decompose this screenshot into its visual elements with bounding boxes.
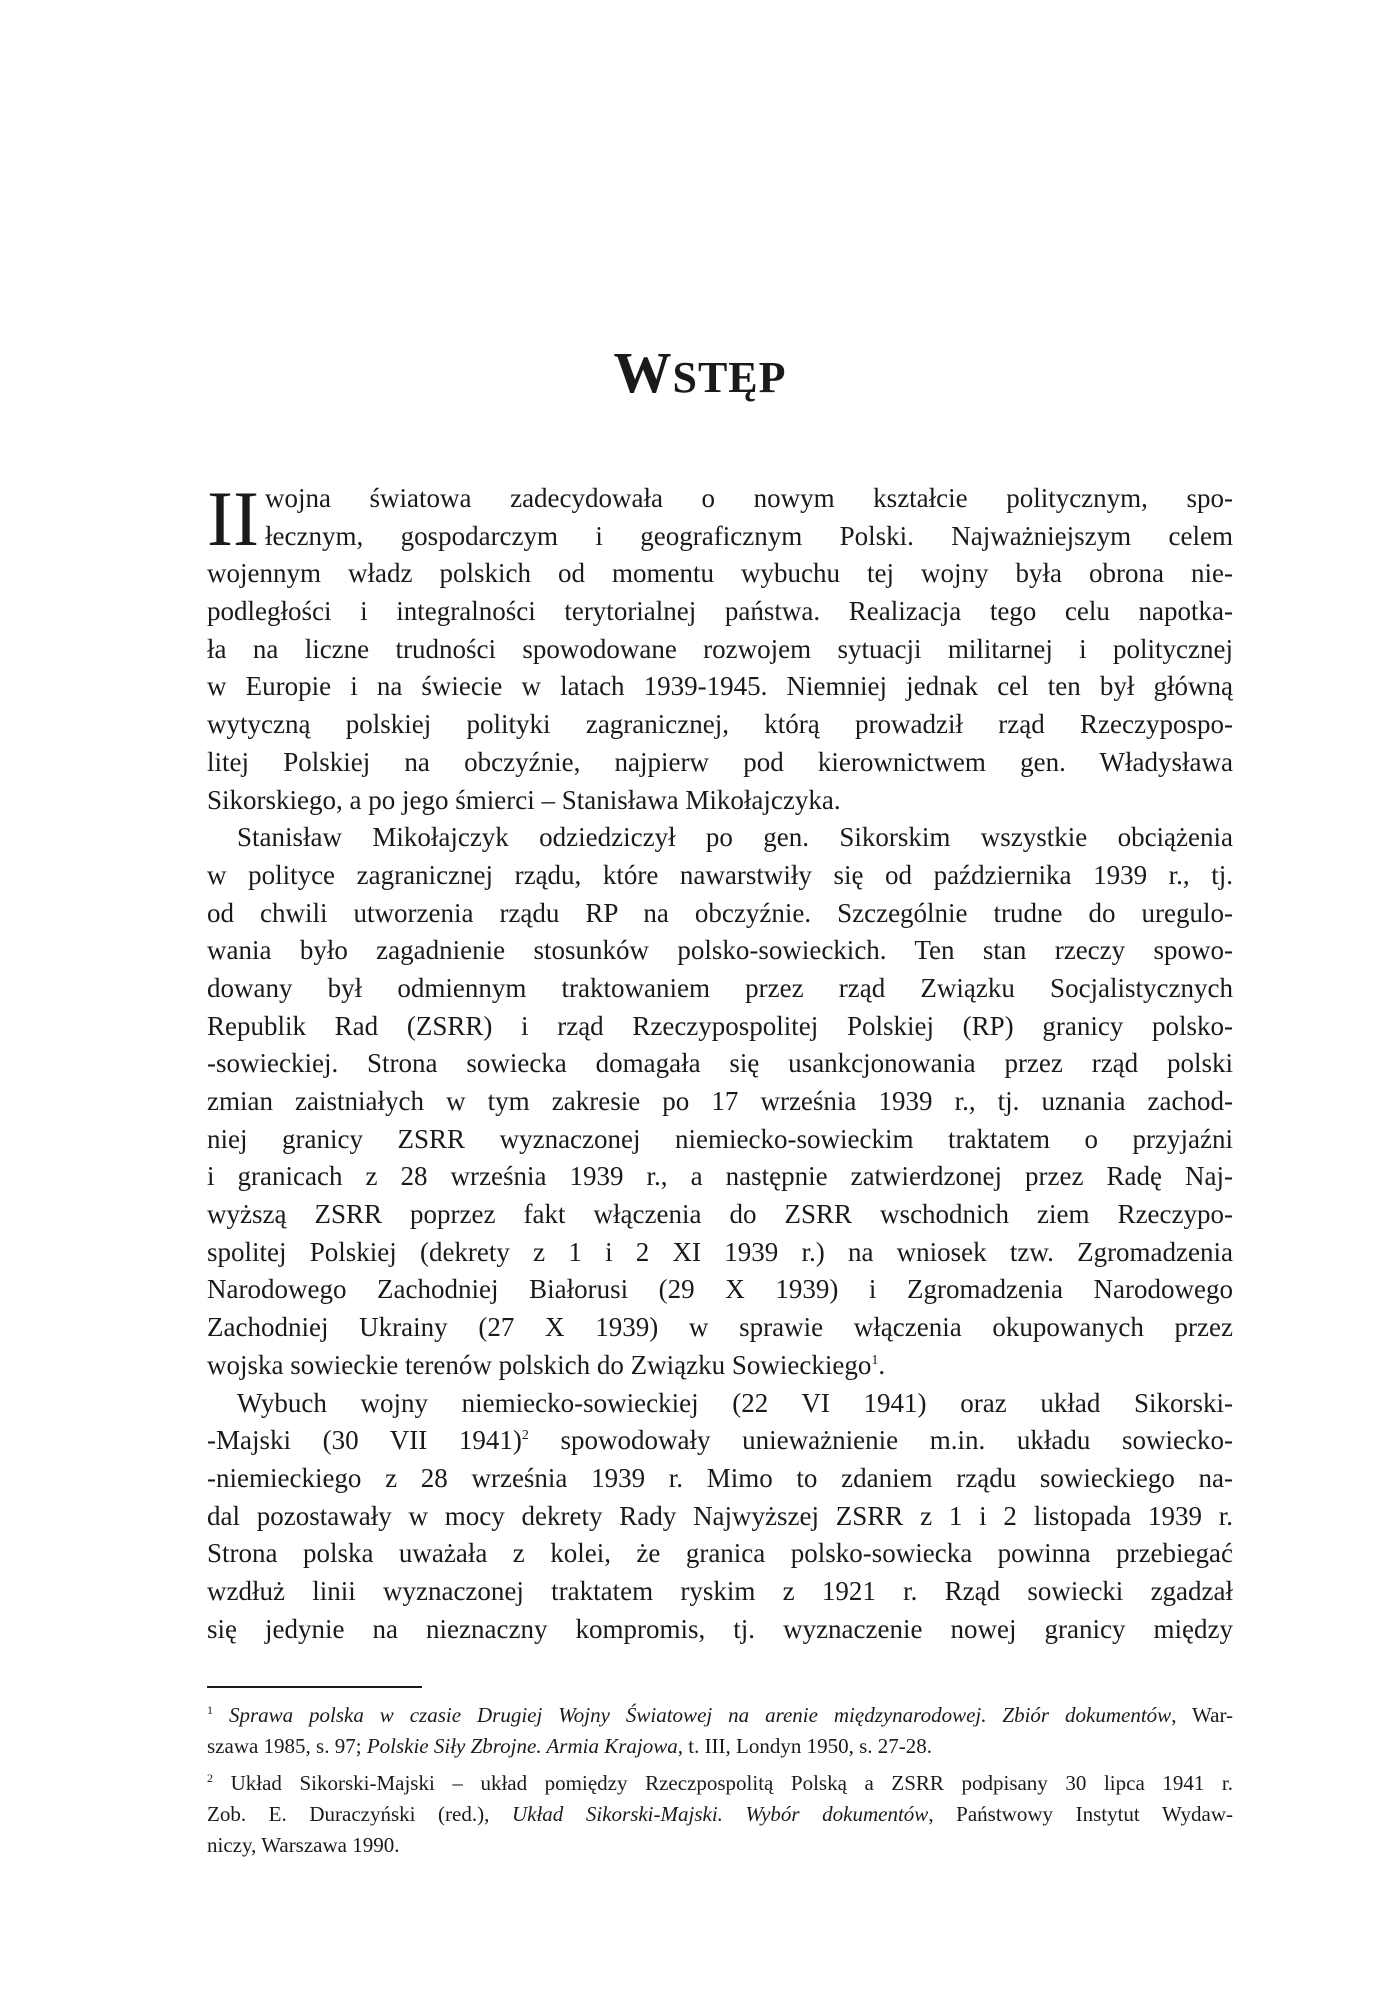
line-text: wojska sowieckie terenów polskich do Związku Sowieckiego — [207, 1349, 872, 1380]
footnote-text: , War- — [1171, 1703, 1233, 1727]
text-line — [207, 1347, 1233, 1385]
footnote-ref-1[interactable]: 1 — [871, 1352, 879, 1368]
footnote-line — [207, 1768, 1233, 1799]
text-line: wojna światowa zadecydowała o nowym kształcie politycznym, spo- — [265, 483, 1233, 513]
text-line: i granicach z 28 września 1939 r., a następnie zatwierdzonej przez Radę Naj- — [207, 1161, 1233, 1192]
text-line: spolitej Polskiej (dekrety z 1 i 2 XI 1939 r.) na wniosek tzw. Zgromadzenia — [207, 1236, 1233, 1267]
footnote-title: Sprawa polska w czasie Drugiej Wojny Światowej na arenie międzynarodowej. Zbiór dokumentów — [228, 1703, 1172, 1727]
text-line: w Europie i na świecie w latach 1939-1945. Niemniej jednak cel ten był główną — [207, 671, 1233, 702]
text-line: -sowieckiej. Strona sowiecka domagała się usankcjonowania przez rząd polski — [207, 1048, 1233, 1079]
text-line: Republik Rad (ZSRR) i rząd Rzeczypospolitej Polskiej (RP) granicy polsko- — [207, 1010, 1233, 1041]
text-line: w polityce zagranicznej rządu, które nawarstwiły się od października 1939 r., tj. — [207, 859, 1233, 890]
paragraph-3 — [207, 1385, 1233, 1649]
footnote-text: , Państwowy Instytut Wydaw- — [928, 1802, 1233, 1826]
text-line: wytyczną polskiej polityki zagranicznej, którą prowadził rząd Rzeczypospo- — [207, 709, 1233, 740]
text-line: niej granicy ZSRR wyznaczonej niemiecko-sowieckim traktatem o przyjaźni — [207, 1123, 1233, 1154]
footnote-number: 2 — [207, 1771, 213, 1785]
text-line: się jedynie na nieznaczny kompromis, tj. wyznaczenie nowej granicy między — [207, 1613, 1233, 1644]
text-line: -niemieckiego z 28 września 1939 r. Mimo to zdaniem rządu sowieckiego na- — [207, 1462, 1233, 1493]
footnote-line — [207, 1700, 1233, 1731]
footnote-number: 1 — [207, 1703, 213, 1717]
line-text: -Majski (30 VII 1941) — [207, 1425, 522, 1456]
text-line: Narodowego Zachodniej Białorusi (29 X 1939) i Zgromadzenia Narodowego — [207, 1274, 1233, 1305]
footnote-text: szawa 1985, s. 97; — [207, 1734, 367, 1758]
title-rest: STĘP — [672, 352, 787, 402]
footnote-separator — [207, 1686, 422, 1688]
text-line: litej Polskiej na obczyźnie, najpierw pod kierownictwem gen. Władysława — [207, 746, 1233, 777]
paragraph-1 — [207, 475, 1233, 819]
text-line: Wybuch wojny niemiecko-sowieckiej (22 VI 1941) oraz układ Sikorski- — [237, 1387, 1233, 1418]
text-line: zmian zaistniałych w tym zakresie po 17 września 1939 r., tj. uznania zachod- — [207, 1086, 1233, 1116]
footnote-ref-2[interactable]: 2 — [521, 1428, 529, 1444]
footnote-text: Zob. E. Duraczyński (red.), — [207, 1802, 512, 1826]
text-line: łecznym, gospodarczym i geograficznym Polski. Najważniejszym celem — [265, 520, 1233, 551]
text-line: Zachodniej Ukrainy (27 X 1939) w sprawie włączenia okupowanych przez — [207, 1312, 1233, 1343]
text-line: wania było zagadnienie stosunków polsko-sowieckich. Ten stan rzeczy spowo- — [207, 935, 1233, 966]
footnote-1 — [207, 1700, 1233, 1762]
text-line: dal pozostawały w mocy dekrety Rady Najwyższej ZSRR z 1 i 2 listopada 1939 r. — [207, 1500, 1233, 1531]
footnote-line: niczy, Warszawa 1990. — [207, 1833, 400, 1857]
footnote-line — [207, 1731, 1233, 1762]
text-line: od chwili utworzenia rządu RP na obczyźnie. Szczególnie trudne do uregulo- — [207, 897, 1233, 928]
footnote-title: Polskie Siły Zbrojne. Armia Krajowa — [366, 1734, 678, 1758]
text-line: podległości i integralności terytorialnej państwa. Realizacja tego celu napotka- — [207, 596, 1233, 627]
footnote-2 — [207, 1768, 1233, 1861]
text-line: wyższą ZSRR poprzez fakt włączenia do ZSRR wschodnich ziem Rzeczypo- — [207, 1199, 1233, 1230]
footnote-title: Układ Sikorski-Majski. Wybór dokumentów — [511, 1802, 929, 1826]
title-initial: W — [613, 339, 673, 405]
drop-cap: II — [207, 475, 259, 562]
footnotes — [207, 1700, 1233, 1867]
text-line: Stanisław Mikołajczyk odziedziczył po gen. Sikorskim wszystkie obciążenia — [237, 822, 1233, 853]
line-text: spowodowały unieważnienie m.in. układu sowiecko- — [528, 1425, 1233, 1456]
footnote-text: Układ Sikorski-Majski – układ pomiędzy Rzeczpospolitą Polską a ZSRR podpisany 30 lipca 1941 r. — [230, 1771, 1233, 1795]
text-line: ła na liczne trudności spowodowane rozwojem sytuacji militarnej i politycznej — [207, 633, 1233, 664]
line-end: . — [878, 1349, 886, 1380]
text-line: wojennym władz polskich od momentu wybuchu tej wojny była obrona nie- — [207, 558, 1233, 589]
page-title — [0, 339, 1400, 406]
paragraph-2 — [207, 819, 1233, 1384]
body-text — [207, 475, 1233, 1648]
text-line: Strona polska uważała z kolei, że granica polsko-sowiecka powinna przebiegać — [207, 1538, 1233, 1569]
text-line — [207, 1422, 1233, 1460]
text-line: Sikorskiego, a po jego śmierci – Stanisława Mikołajczyka. — [207, 784, 841, 815]
text-line: wzdłuż linii wyznaczonej traktatem ryskim z 1921 r. Rząd sowiecki zgadzał — [207, 1575, 1233, 1606]
footnote-line — [207, 1799, 1233, 1830]
footnote-text: , t. III, Londyn 1950, s. 27-28. — [677, 1734, 933, 1758]
text-line: dowany był odmiennym traktowaniem przez rząd Związku Socjalistycznych — [207, 972, 1233, 1003]
